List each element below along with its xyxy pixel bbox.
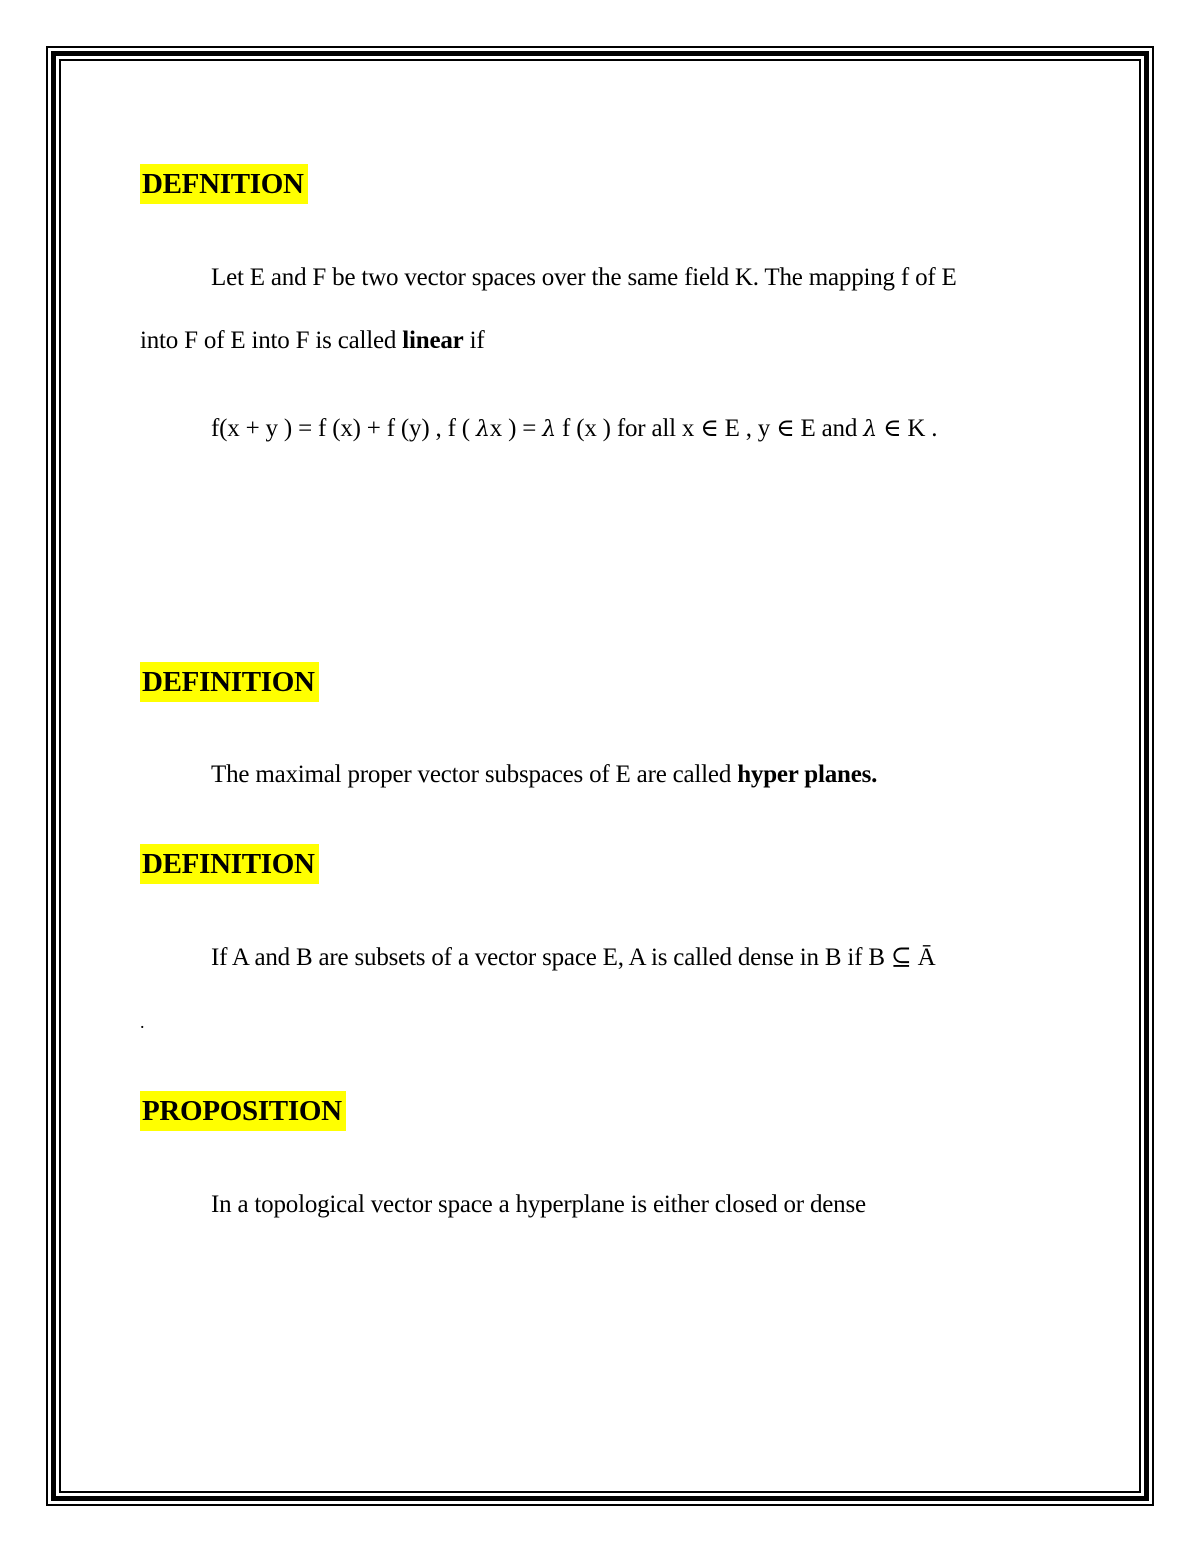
lambda-symbol: λ: [863, 417, 877, 442]
formula-part: x ) =: [489, 415, 543, 442]
section-heading-proposition: PROPOSITION: [140, 1091, 346, 1131]
formula-part: f (x ) for all x ∈ E , y ∈ E and: [555, 415, 864, 442]
term-linear: linear: [402, 327, 464, 354]
line-text: The maximal proper vector subspaces of E are called: [211, 761, 738, 788]
formula-part: f(x + y ) = f (x) + f (y) , f (: [211, 415, 476, 442]
line-text: if: [463, 327, 485, 354]
term-hyper-planes: hyper planes.: [737, 761, 878, 788]
definition-linear-line-2: [140, 325, 484, 357]
section-heading-defnition: DEFNITION: [140, 164, 308, 204]
trailing-dot: .: [140, 1012, 145, 1032]
section-heading-definition-dense: DEFINITION: [140, 844, 319, 884]
definition-hyperplanes-text: [211, 759, 877, 791]
definition-linear-line-1: Let E and F be two vector spaces over the same field K. The mapping f of E: [211, 264, 957, 291]
linearity-formula: [211, 413, 937, 446]
definition-dense-text: If A and B are subsets of a vector space E, A is called dense in B if B ⊆ Ā: [211, 944, 936, 971]
proposition-text: In a topological vector space a hyperplane is either closed or dense: [211, 1191, 866, 1218]
lambda-symbol: λ: [475, 417, 490, 442]
line-text: into F of E into F is called: [140, 327, 403, 354]
formula-part: ∈ K .: [876, 415, 938, 442]
section-heading-definition-hyperplanes: DEFINITION: [140, 662, 319, 702]
lambda-symbol: λ: [542, 417, 556, 442]
